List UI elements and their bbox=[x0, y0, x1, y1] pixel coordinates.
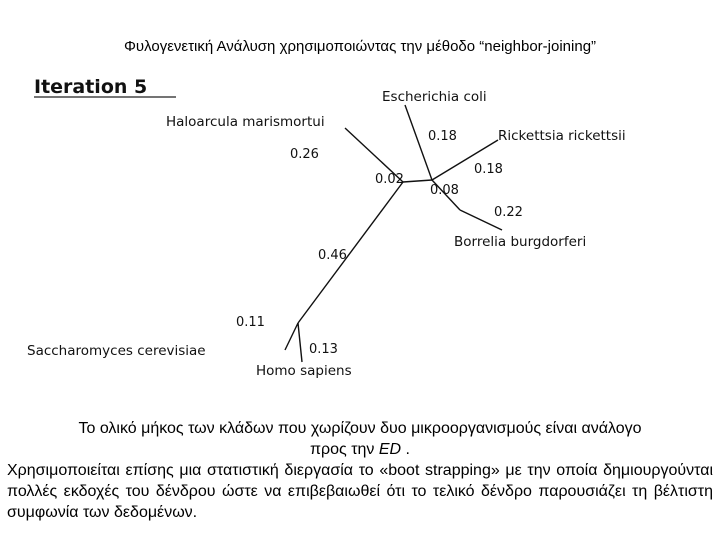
branch-length-internal-c: 0.46 bbox=[318, 248, 347, 263]
caption-line-1: Το ολικό μήκος των κλάδων που χωρίζουν δυο μικροοργανισμούς είναι ανάλογο bbox=[78, 420, 642, 437]
branch-length-internal-b: 0.08 bbox=[430, 183, 459, 198]
branch-internal-a bbox=[403, 180, 432, 182]
taxon-rickettsia-rickettsii: Rickettsia rickettsii bbox=[498, 128, 626, 144]
branch-length-saccharomyces: 0.11 bbox=[236, 315, 265, 330]
branch-length-rickettsia: 0.18 bbox=[474, 162, 503, 177]
caption-line-1b bbox=[7, 439, 713, 460]
caption-line-1b-prefix: προς την bbox=[310, 441, 379, 458]
taxon-haloarcula-marismortui: Haloarcula marismortui bbox=[166, 114, 325, 130]
caption bbox=[7, 418, 713, 523]
branch-saccharomyces bbox=[285, 323, 298, 350]
page-title: Φυλογενετική Ανάλυση χρησιμοποιώντας την μέθοδο “neighbor-joining” bbox=[123, 38, 597, 55]
branch-length-escherichia: 0.18 bbox=[428, 129, 457, 144]
branch-homo bbox=[298, 323, 302, 362]
branch-length-haloarcula: 0.26 bbox=[290, 147, 319, 162]
caption-ed-term: ED bbox=[378, 441, 402, 458]
taxon-homo-sapiens: Homo sapiens bbox=[256, 363, 352, 379]
taxon-escherichia-coli: Escherichia coli bbox=[382, 89, 487, 105]
branch-internal-c bbox=[298, 182, 403, 323]
branch-length-homo: 0.13 bbox=[309, 342, 338, 357]
taxon-saccharomyces-cerevisiae: Saccharomyces cerevisiae bbox=[27, 343, 206, 359]
caption-line-2: Χρησιμοποιείται επίσης μια στατιστική διεργασία το «boot strapping» με την οποία δημιουργούνται πολλές εκδοχές του δένδρου ώστε να επιβεβαιωθεί ότι το τελικό δένδρο παρουσιάζει τη βέλτιστη συμφωνία των δεδομένων. bbox=[7, 462, 713, 521]
taxon-borrelia-burgdorferi: Borrelia burgdorferi bbox=[454, 234, 587, 250]
iteration-label: Iteration 5 bbox=[34, 76, 148, 98]
caption-line-1b-suffix: . bbox=[401, 441, 410, 458]
branch-length-internal-a: 0.02 bbox=[375, 172, 404, 187]
branch-length-borrelia: 0.22 bbox=[494, 205, 523, 220]
phylogenetic-tree bbox=[0, 60, 720, 400]
